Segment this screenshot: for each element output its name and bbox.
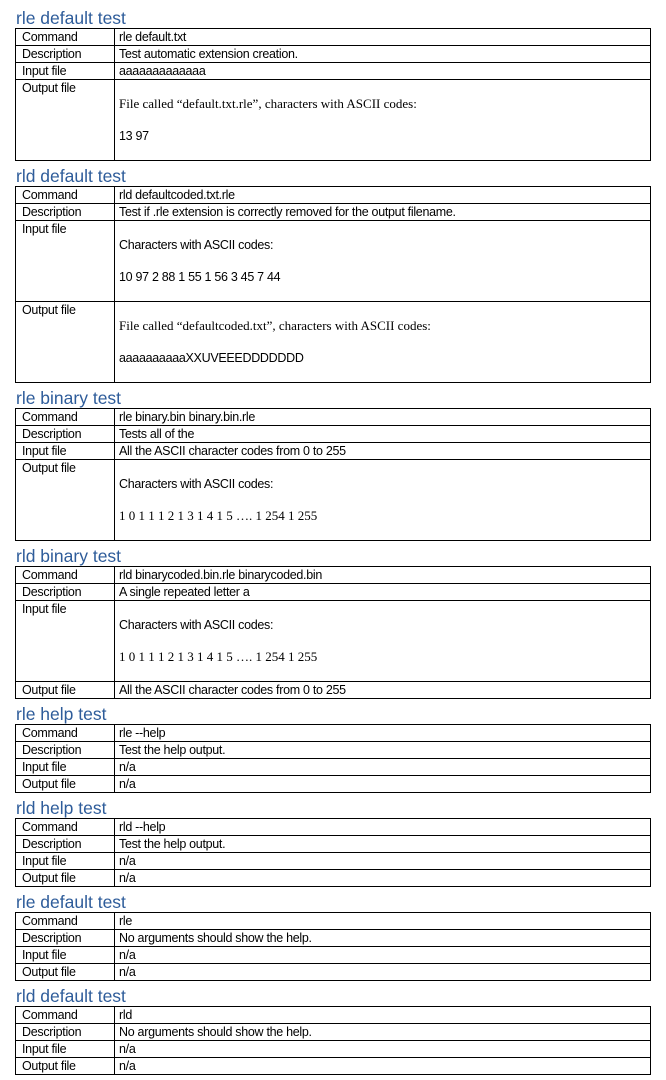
description-value: Test automatic extension creation.: [115, 46, 651, 63]
document: [15, 8, 651, 1080]
description-value: Test if .rle extension is correctly removed for the output filename.: [115, 204, 651, 221]
row-label: Output file: [16, 776, 115, 793]
row-label: Command: [16, 567, 115, 584]
section-heading: rle default test: [16, 892, 126, 912]
row-label: Command: [16, 29, 115, 46]
row-label: Input file: [16, 63, 115, 80]
description-value: A single repeated letter a: [115, 584, 651, 601]
row-label: Description: [16, 204, 115, 221]
input-line: 1 0 1 1 1 2 1 3 1 4 1 5 …. 1 254 1 255: [119, 649, 318, 664]
row-label: Output file: [16, 682, 115, 699]
row-label: Output file: [16, 870, 115, 887]
table-row: [16, 409, 651, 426]
row-label: Output file: [16, 302, 115, 383]
table-row: [16, 1024, 651, 1041]
test-table: [15, 186, 651, 383]
input-line: Characters with ASCII codes:: [119, 618, 274, 632]
row-label: Description: [16, 742, 115, 759]
description-value: Tests all of the: [115, 426, 651, 443]
section-heading: rld binary test: [16, 546, 122, 566]
test-table: [15, 408, 651, 541]
test-section: [15, 388, 651, 541]
row-label: Description: [16, 584, 115, 601]
row-label: Command: [16, 409, 115, 426]
row-label: Command: [16, 725, 115, 742]
output-line: 1 0 1 1 1 2 1 3 1 4 1 5 …. 1 254 1 255: [119, 508, 318, 523]
row-label: Output file: [16, 964, 115, 981]
table-row: [16, 759, 651, 776]
table-row: [16, 682, 651, 699]
command-value: rld binarycoded.bin.rle binarycoded.bin: [115, 567, 651, 584]
table-row: [16, 601, 651, 682]
input-value: n/a: [115, 759, 651, 776]
section-heading: rle binary test: [16, 388, 122, 408]
row-label: Input file: [16, 947, 115, 964]
input-value: [115, 601, 651, 682]
table-row: [16, 947, 651, 964]
description-value: Test the help output.: [115, 742, 651, 759]
section-heading: rld help test: [16, 798, 107, 818]
test-section: [15, 8, 651, 161]
input-line: 10 97 2 88 1 55 1 56 3 45 7 44: [119, 270, 281, 284]
test-table: [15, 912, 651, 981]
table-row: [16, 964, 651, 981]
input-value: All the ASCII character codes from 0 to 255: [115, 443, 651, 460]
output-line: File called “default.txt.rle”, characters with ASCII codes:: [119, 96, 417, 111]
input-line: Characters with ASCII codes:: [119, 238, 274, 252]
test-section: [15, 546, 651, 699]
table-row: [16, 221, 651, 302]
input-value: aaaaaaaaaaaaa: [115, 63, 651, 80]
input-value: n/a: [115, 947, 651, 964]
test-section: [15, 704, 651, 793]
table-row: [16, 836, 651, 853]
output-value: n/a: [115, 870, 651, 887]
test-table: [15, 566, 651, 699]
row-label: Output file: [16, 80, 115, 161]
row-label: Input file: [16, 1041, 115, 1058]
table-row: [16, 776, 651, 793]
section-heading: rle help test: [16, 704, 107, 724]
test-table: [15, 818, 651, 887]
table-row: [16, 725, 651, 742]
command-value: rle default.txt: [115, 29, 651, 46]
command-value: rld: [115, 1007, 651, 1024]
description-value: Test the help output.: [115, 836, 651, 853]
table-row: [16, 426, 651, 443]
row-label: Input file: [16, 759, 115, 776]
row-label: Command: [16, 913, 115, 930]
row-label: Description: [16, 426, 115, 443]
command-value: rle --help: [115, 725, 651, 742]
description-value: No arguments should show the help.: [115, 1024, 651, 1041]
table-row: [16, 443, 651, 460]
table-row: [16, 29, 651, 46]
test-section: [15, 798, 651, 887]
table-row: [16, 742, 651, 759]
table-row: [16, 187, 651, 204]
output-value: n/a: [115, 1058, 651, 1075]
output-value: [115, 302, 651, 383]
test-table: [15, 724, 651, 793]
test-table: [15, 1006, 651, 1075]
row-label: Output file: [16, 460, 115, 541]
row-label: Input file: [16, 853, 115, 870]
row-label: Command: [16, 1007, 115, 1024]
table-row: [16, 913, 651, 930]
row-label: Command: [16, 187, 115, 204]
input-value: [115, 221, 651, 302]
table-row: [16, 204, 651, 221]
test-table: [15, 28, 651, 161]
table-row: [16, 1007, 651, 1024]
command-value: rle: [115, 913, 651, 930]
row-label: Input file: [16, 221, 115, 302]
section-heading: rld default test: [16, 166, 126, 186]
table-row: [16, 1058, 651, 1075]
row-label: Command: [16, 819, 115, 836]
input-value: n/a: [115, 1041, 651, 1058]
input-value: n/a: [115, 853, 651, 870]
output-line: 13 97: [119, 129, 149, 143]
test-section: [15, 166, 651, 383]
table-row: [16, 46, 651, 63]
table-row: [16, 1041, 651, 1058]
row-label: Input file: [16, 601, 115, 682]
table-row: [16, 80, 651, 161]
test-section: [15, 986, 651, 1075]
table-row: [16, 584, 651, 601]
command-value: rld defaultcoded.txt.rle: [115, 187, 651, 204]
table-row: [16, 930, 651, 947]
description-value: No arguments should show the help.: [115, 930, 651, 947]
table-row: [16, 870, 651, 887]
row-label: Description: [16, 46, 115, 63]
row-label: Description: [16, 930, 115, 947]
table-row: [16, 567, 651, 584]
table-row: [16, 63, 651, 80]
test-section: [15, 892, 651, 981]
section-heading: rle default test: [16, 8, 126, 28]
command-value: rle binary.bin binary.bin.rle: [115, 409, 651, 426]
output-line: File called “defaultcoded.txt”, characters with ASCII codes:: [119, 318, 431, 333]
output-value: [115, 80, 651, 161]
command-value: rld --help: [115, 819, 651, 836]
output-value: All the ASCII character codes from 0 to 255: [115, 682, 651, 699]
table-row: [16, 853, 651, 870]
output-line: aaaaaaaaaaXXUVEEEDDDDDDD: [119, 351, 304, 365]
section-heading: rld default test: [16, 986, 126, 1006]
row-label: Input file: [16, 443, 115, 460]
output-line: Characters with ASCII codes:: [119, 477, 274, 491]
row-label: Description: [16, 1024, 115, 1041]
table-row: [16, 460, 651, 541]
output-value: n/a: [115, 776, 651, 793]
table-row: [16, 819, 651, 836]
row-label: Description: [16, 836, 115, 853]
table-row: [16, 302, 651, 383]
row-label: Output file: [16, 1058, 115, 1075]
output-value: [115, 460, 651, 541]
output-value: n/a: [115, 964, 651, 981]
